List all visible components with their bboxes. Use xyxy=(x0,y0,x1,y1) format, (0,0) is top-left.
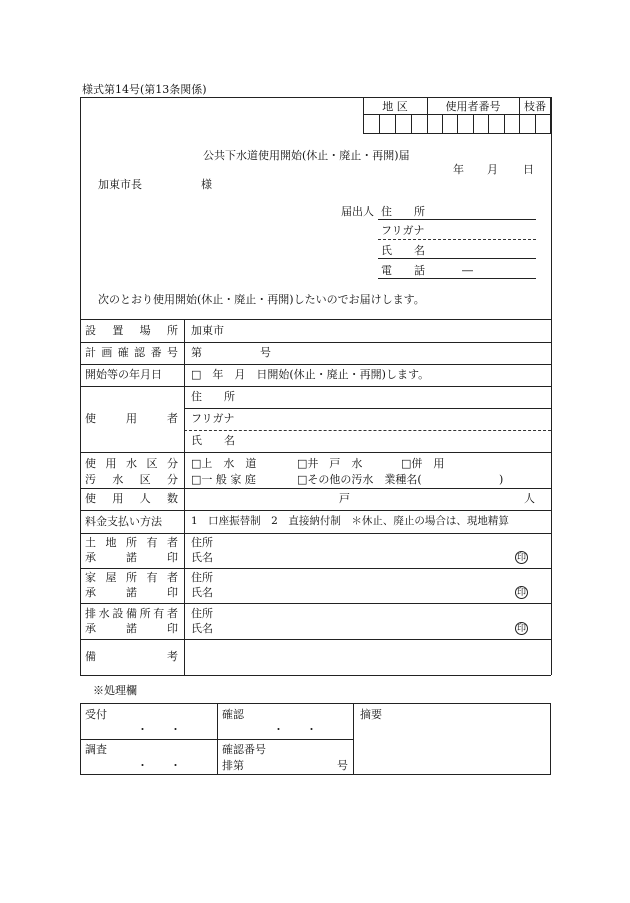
date-month: 月 xyxy=(487,163,498,176)
applicant-address-label: 住 所 xyxy=(381,205,425,218)
option-household: □一 般 家 庭 xyxy=(191,473,256,486)
date-year: 年 xyxy=(453,163,464,176)
user-name-label: 氏 名 xyxy=(191,434,235,447)
option-other-sewage: □その他の汚水 業種名( xyxy=(297,473,422,486)
user-number-header: 使用者番号 xyxy=(445,100,501,113)
received-label: 受付 xyxy=(85,708,107,721)
sewage-type-label: 汚 水 区 分 xyxy=(85,473,178,486)
applicant-label: 届出人 xyxy=(341,205,374,218)
district-header: 地 区 xyxy=(382,100,408,113)
payment-label: 料金支払い方法 xyxy=(85,515,162,528)
inspected-label: 調査 xyxy=(85,743,107,756)
payment-value: 1 口座振替制 2 直接納付制 ＊休止、廃止の場合は、現地精算 xyxy=(191,515,509,527)
applicant-phone-separator: ― xyxy=(462,264,473,277)
start-date-label: 開始等の年月日 xyxy=(85,368,162,381)
user-furigana-label: フリガナ xyxy=(191,412,235,425)
drain-number-suffix: 号 xyxy=(337,759,348,772)
honorific: 様 xyxy=(201,178,212,191)
land-owner-name: 氏名 xyxy=(191,551,213,564)
house-owner-label: 家 屋 所 有 者 xyxy=(85,571,178,584)
processing-title: ※処理欄 xyxy=(93,684,137,697)
applicant-phone-line xyxy=(378,278,536,279)
user-label: 使 用 者 xyxy=(85,412,178,425)
applicant-address-line xyxy=(378,219,536,220)
statement: 次のとおり使用開始(休止・廃止・再開)したいのでお届けします。 xyxy=(98,293,425,306)
applicant-name-label: 氏 名 xyxy=(381,244,425,257)
option-combined: □併 用 xyxy=(401,457,445,470)
form-title: 公共下水道使用開始(休止・廃止・再開)届 xyxy=(203,149,410,162)
plan-number-prefix: 第 xyxy=(191,346,202,359)
applicant-furigana-label: フリガナ xyxy=(381,224,425,237)
start-date-value: □ 年 月 日開始(休止・廃止・再開)します。 xyxy=(191,368,430,381)
confirm-number-label: 確認番号 xyxy=(222,743,266,756)
applicant-name-line xyxy=(378,258,536,259)
drain-owner-seal-mark: 印 xyxy=(516,624,526,634)
received-date-dots: ・ ・ xyxy=(137,723,181,736)
water-type-label: 使 用 水 区 分 xyxy=(85,457,178,470)
land-owner-seal-label: 承 諾 印 xyxy=(85,551,178,564)
drain-owner-label: 排 水 設 備 所 有 者 xyxy=(85,607,178,620)
plan-number-label: 計 画 確 認 番 号 xyxy=(85,346,178,359)
persons-label: 使 用 人 数 xyxy=(85,492,178,505)
applicant-furigana-line xyxy=(378,239,536,240)
drain-owner-address: 住所 xyxy=(191,607,213,620)
date-day: 日 xyxy=(523,163,534,176)
option-well-water: □井 戸 水 xyxy=(297,457,363,470)
confirmed-label: 確認 xyxy=(222,708,244,721)
people-unit: 人 xyxy=(524,492,535,505)
drain-owner-seal-label: 承 諾 印 xyxy=(85,622,178,635)
summary-label: 摘要 xyxy=(360,708,382,721)
confirmed-date-dots: ・ ・ xyxy=(273,723,317,736)
option-other-close: ) xyxy=(499,473,504,486)
land-owner-seal-mark: 印 xyxy=(516,553,526,563)
user-address-label: 住 所 xyxy=(191,390,235,403)
land-owner-label: 土 地 所 有 者 xyxy=(85,536,178,549)
house-owner-seal-label: 承 諾 印 xyxy=(85,586,178,599)
applicant-phone-label: 電 話 xyxy=(381,264,425,277)
plan-number-suffix: 号 xyxy=(260,346,271,359)
form-number: 様式第14号(第13条関係) xyxy=(82,83,207,96)
land-owner-address: 住所 xyxy=(191,536,213,549)
location-value: 加東市 xyxy=(191,324,224,337)
remarks-label: 備 考 xyxy=(85,650,178,663)
house-owner-seal-mark: 印 xyxy=(516,588,526,598)
households-unit: 戸 xyxy=(339,492,350,505)
option-tap-water: □上 水 道 xyxy=(191,457,257,470)
drain-owner-name: 氏名 xyxy=(191,622,213,635)
mayor-addressee: 加東市長 xyxy=(98,178,142,191)
drain-number-prefix: 排第 xyxy=(222,759,244,772)
house-owner-name: 氏名 xyxy=(191,586,213,599)
inspected-date-dots: ・ ・ xyxy=(137,759,181,772)
house-owner-address: 住所 xyxy=(191,571,213,584)
branch-number-header: 枝番 xyxy=(524,100,546,113)
location-label: 設 置 場 所 xyxy=(85,324,178,337)
